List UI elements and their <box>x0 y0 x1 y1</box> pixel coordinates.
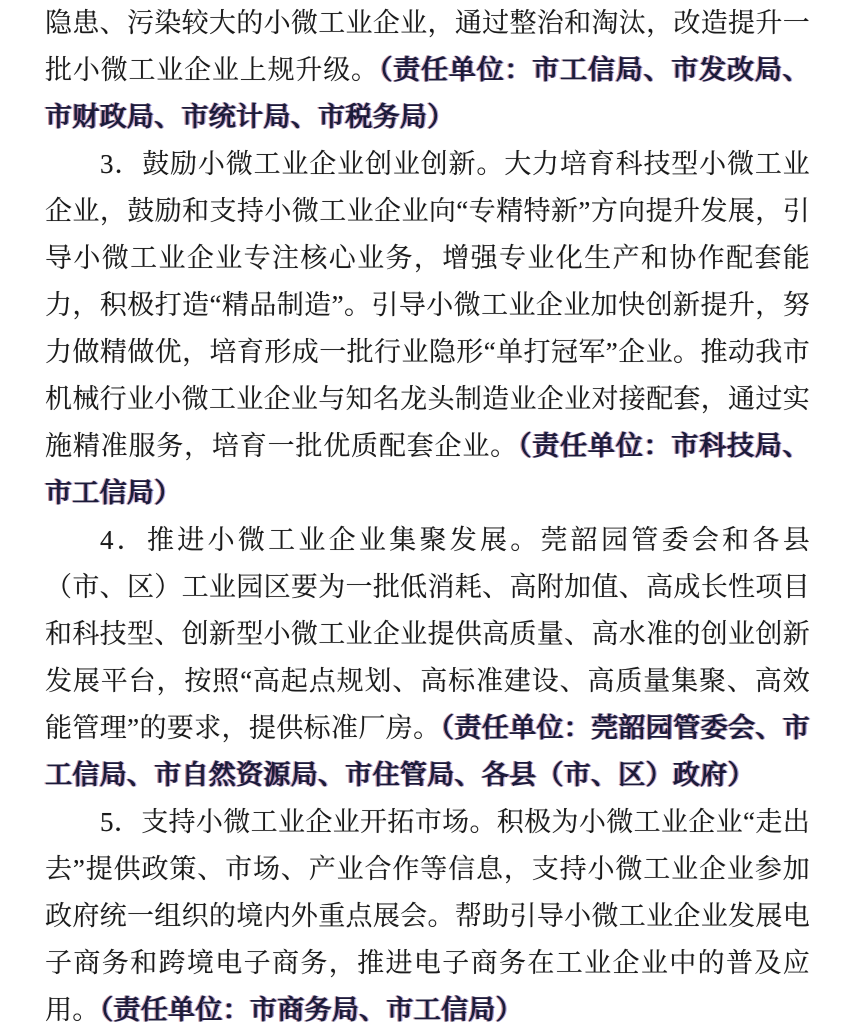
responsibility-unit: （责任单位：市工信局、市发改局、市财政局、市统计局、市税务局） <box>45 55 810 132</box>
paragraph-text: 5．支持小微工业企业开拓市场。积极为小微工业企业“走出去”提供政策、市场、产业合作等信息，支持小微工业企业参加政府统一组织的境内外重点展会。帮助引导小微工业企业发展电子商务和跨境电子商务，推进电子商务在工业企业中的普及应用。 <box>45 807 810 1025</box>
responsibility-unit: （责任单位：市商务局、市工信局） <box>99 995 523 1025</box>
paragraph-text: 隐患、污染较大的小微工业企业，通过整治和淘汰，改造提升一批小微工业企业上规升级。 <box>45 8 810 85</box>
responsibility-unit: （责任单位：莞韶园管委会、市工信局、市自然资源局、市住管局、各县（市、区）政府） <box>45 713 811 790</box>
paragraph-item-4 <box>45 517 810 799</box>
paragraph-item-3 <box>45 141 810 517</box>
responsibility-unit: （责任单位：市科技局、市工信局） <box>45 431 810 508</box>
paragraph-item-5 <box>45 799 810 1034</box>
paragraph-text: 3．鼓励小微工业企业创业创新。大力培育科技型小微工业企业，鼓励和支持小微工业企业向“专精特新”方向提升发展，引导小微工业企业专注核心业务，增强专业化生产和协作配套能力，积极打造“精品制造”。引导小微工业企业加快创新提升，努力做精做优，培育形成一批行业隐形“单打冠军”企业。推动我市机械行业小微工业企业与知名龙头制造业企业对接配套，通过实施精准服务，培育一批优质配套企业。 <box>45 149 810 461</box>
paragraph-continuation <box>45 0 810 141</box>
paragraph-text: 4．推进小微工业企业集聚发展。莞韶园管委会和各县（市、区）工业园区要为一批低消耗、高附加值、高成长性项目和科技型、创新型小微工业企业提供高质量、高水准的创业创新发展平台，按照“高起点规划、高标准建设、高质量集聚、高效能管理”的要求，提供标准厂房。 <box>45 525 810 743</box>
